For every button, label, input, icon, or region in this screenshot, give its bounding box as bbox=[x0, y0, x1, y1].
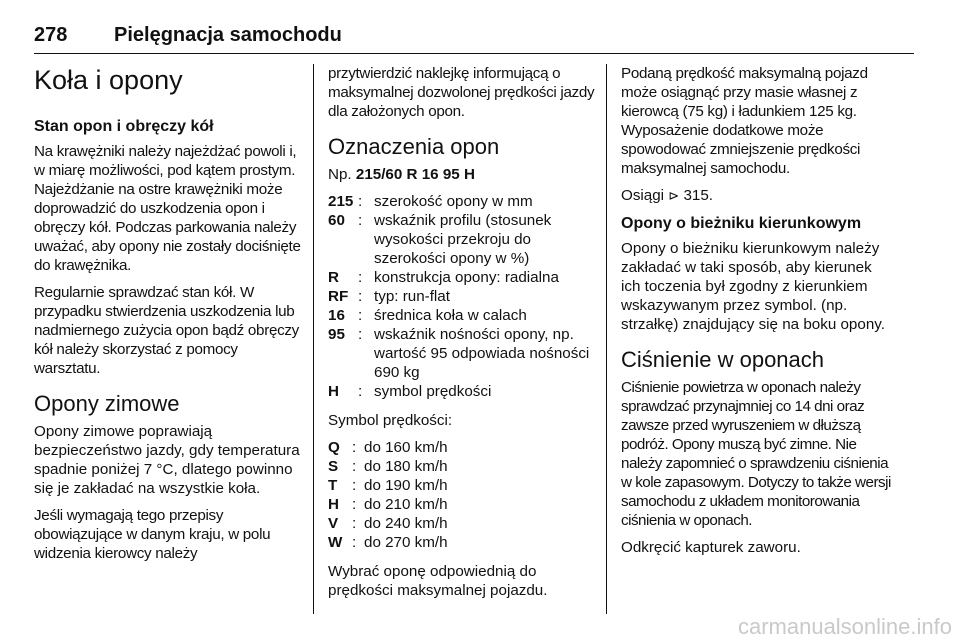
column-right bbox=[621, 64, 895, 565]
paragraph: Opony zimowe poprawiają bezpieczeństwo jazdy, gdy temperatura spadnie poniżej 7 °C, dlatego powinno się je zakładać na wszystkie koła. bbox=[34, 423, 300, 497]
paragraph: Podaną prędkość maksymalną pojazd może osiągnąć przy masie własnej z kierowcą (75 kg) i ładunkiem 125 kg. Wyposażenie dodatkowe może spowodować zmniejszenie prędkości maksymalnej samochodu. bbox=[621, 65, 868, 177]
paragraph: Jeśli wymagają tego przepisy obowiązujące w danym kraju, w polu widzenia kierowcy należy bbox=[34, 507, 271, 562]
column-middle bbox=[328, 64, 598, 608]
performance-reference: Osiągi ⊳ 315. bbox=[621, 187, 713, 204]
header-rule bbox=[34, 53, 914, 54]
example-prefix: Np. bbox=[328, 166, 352, 183]
table-row: H : symbol prędkości bbox=[328, 383, 492, 400]
page-reference-arrow-icon: ⊳ bbox=[668, 188, 680, 203]
table-row: RF : typ: run-flat bbox=[328, 288, 450, 305]
speed-symbol-table bbox=[328, 438, 448, 552]
chapter-heading: Koła i opony bbox=[34, 65, 183, 95]
paragraph: Regularnie sprawdzać stan kół. W przypadku stwierdzenia uszkodzenia lub nadmiernego zużycia opon bądź obręczy kół należy skorzystać z pomocy warsztatu. bbox=[34, 284, 299, 377]
example-code: 215/60 R 16 95 H bbox=[355, 166, 475, 183]
table-row: T : do 190 km/h bbox=[328, 477, 448, 494]
page-number: 278 bbox=[34, 24, 68, 46]
speed-symbol-label: Symbol prędkości: bbox=[328, 412, 453, 429]
example-line bbox=[328, 165, 598, 184]
table-row: W : do 270 km/h bbox=[328, 534, 448, 551]
tire-code-table bbox=[328, 192, 598, 401]
table-row: 215 : szerokość opony w mm bbox=[328, 193, 533, 210]
paragraph: Ciśnienie powietrza w oponach należy sprawdzać przynajmniej co 14 dni oraz zawsze przed wyruszeniem w dłuższą podróż. Opony muszą być zimne. Nie należy zapomnieć o sprawdzeniu ciśnienia w kole zapasowym. Dotyczy to także wersji samochodu z układem monitorowania ciśnienia w oponach. bbox=[621, 379, 891, 529]
page-header bbox=[34, 16, 914, 56]
paragraph: Opony o bieżniku kierunkowym należy zakładać w taki sposób, aby kierunek ich toczenia był zgodny z kierunkiem wskazywanym przez symbol. (np. strzałkę) znajdujący się na boku opony. bbox=[621, 240, 885, 333]
table-row: V : do 240 km/h bbox=[328, 515, 448, 532]
column-divider bbox=[313, 64, 314, 614]
table-row: H : do 210 km/h bbox=[328, 496, 448, 513]
column-left bbox=[34, 64, 304, 571]
paragraph: Na krawężniki należy najeżdżać powoli i, w miarę możliwości, pod kątem prostym. Najeżdżanie na ostre krawężniki może doprowadzić do uszkodzenia opon i obręczy kół. Podczas parkowania należy uważać, aby opony nie zostały dociśnięte do krawężnika. bbox=[34, 143, 301, 274]
subheading-tire-condition: Stan opon i obręczy kół bbox=[34, 118, 214, 135]
paragraph: przytwierdzić naklejkę informującą o maksymalnej dozwolonej prędkości jazdy dla założonych opon. bbox=[328, 65, 595, 120]
heading-tire-markings: Oznaczenia opon bbox=[328, 134, 500, 159]
table-row: R : konstrukcja opony: radialna bbox=[328, 269, 559, 286]
watermark: carmanualsonline.info bbox=[737, 614, 952, 639]
table-row: 16 : średnica koła w calach bbox=[328, 307, 527, 324]
heading-winter-tires: Opony zimowe bbox=[34, 391, 180, 416]
paragraph: Odkręcić kapturek zaworu. bbox=[621, 539, 801, 556]
table-row: Q : do 160 km/h bbox=[328, 439, 448, 456]
table-row: 60 : wskaźnik profilu (stosunek wysokości przekroju do szerokości opony w %) bbox=[328, 212, 552, 267]
table-row: S : do 180 km/h bbox=[328, 458, 448, 475]
paragraph: Wybrać oponę odpowiednią do prędkości maksymalnej pojazdu. bbox=[328, 563, 548, 599]
heading-tire-pressure: Ciśnienie w oponach bbox=[621, 347, 825, 372]
page-reference[interactable]: 315. bbox=[683, 187, 713, 204]
column-divider bbox=[606, 64, 607, 614]
table-row: 95 : wskaźnik nośności opony, np. wartość 95 odpowiada nośności 690 kg bbox=[328, 326, 590, 381]
subheading-directional-tires: Opony o bieżniku kierunkowym bbox=[621, 215, 862, 232]
section-title: Pielęgnacja samochodu bbox=[114, 24, 342, 46]
